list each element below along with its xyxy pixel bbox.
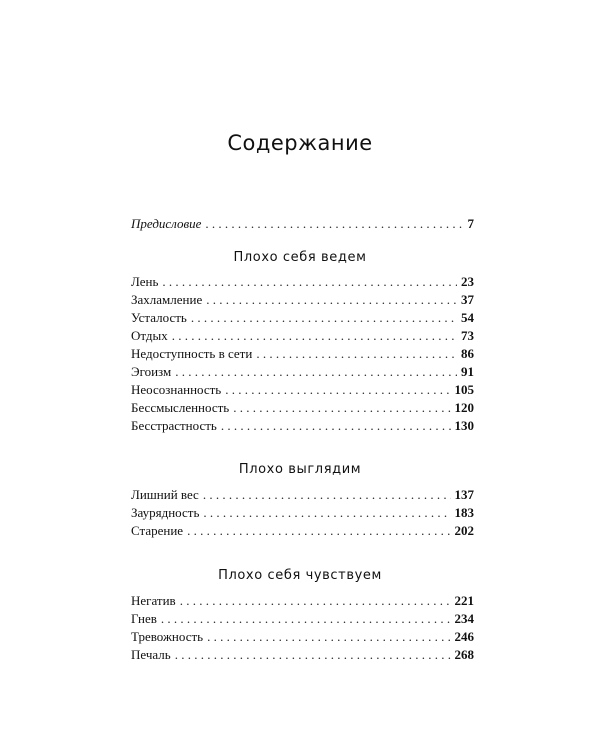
- toc-entry-page: 23: [461, 274, 474, 289]
- toc-entry-page: 183: [454, 505, 474, 520]
- toc-entry-page: 234: [454, 611, 474, 626]
- toc-entry-label: Отдых: [131, 328, 168, 343]
- toc-entry[interactable]: [131, 381, 474, 399]
- dot-leader: [205, 215, 463, 233]
- toc-entry-page: 73: [461, 328, 474, 343]
- toc-entry-page: 37: [461, 292, 474, 307]
- toc-entry-page: 246: [454, 629, 474, 644]
- toc-entry-label: Недоступность в сети: [131, 346, 253, 361]
- toc-entry-label: Захламление: [131, 292, 203, 307]
- toc-entry-label: Усталость: [131, 310, 187, 325]
- toc-entry[interactable]: [131, 646, 474, 664]
- section-heading: Плохо себя ведем: [233, 250, 367, 265]
- toc-entry[interactable]: [131, 417, 474, 435]
- dot-leader: [203, 504, 450, 522]
- toc-entry-page: 105: [454, 382, 474, 397]
- dot-leader: [225, 381, 450, 399]
- toc-entry[interactable]: [131, 504, 474, 522]
- dot-leader: [162, 273, 457, 291]
- dot-leader: [203, 486, 451, 504]
- toc-entry-label: Бессмысленность: [131, 400, 230, 415]
- toc-entry[interactable]: [131, 628, 474, 646]
- toc-entry-label: Печаль: [131, 647, 171, 662]
- toc-entry-preface[interactable]: [131, 215, 474, 233]
- dot-leader: [175, 363, 457, 381]
- toc-entry[interactable]: [131, 273, 474, 291]
- dot-leader: [175, 646, 451, 664]
- toc-entry[interactable]: [131, 291, 474, 309]
- dot-leader: [191, 309, 457, 327]
- toc-entry[interactable]: [131, 610, 474, 628]
- dot-leader: [172, 327, 457, 345]
- section-heading: Плохо выглядим: [238, 462, 362, 477]
- toc-entry-page: 54: [461, 310, 474, 325]
- toc-entry-page: 91: [461, 364, 474, 379]
- dot-leader: [161, 610, 451, 628]
- toc-entry[interactable]: [131, 592, 474, 610]
- toc-entry-label: Тревожность: [131, 629, 204, 644]
- toc-entry[interactable]: [131, 399, 474, 417]
- toc-entry-page: 221: [454, 593, 474, 608]
- section-heading: Плохо себя чувствуем: [218, 568, 382, 583]
- toc-entry-label: Заурядность: [131, 505, 200, 520]
- toc-entry-label: Негатив: [131, 593, 176, 608]
- dot-leader: [180, 592, 451, 610]
- toc-entry[interactable]: [131, 486, 474, 504]
- toc-entry-label: Неосознанность: [131, 382, 222, 397]
- toc-entry-page: 7: [467, 216, 474, 231]
- dot-leader: [207, 628, 450, 646]
- dot-leader: [206, 291, 457, 309]
- toc-entry-label: Гнев: [131, 611, 157, 626]
- toc-entry-label: Бесстрастность: [131, 418, 217, 433]
- toc-entry[interactable]: [131, 327, 474, 345]
- toc-entry-page: 268: [454, 647, 474, 662]
- toc-entry-label: Старение: [131, 523, 184, 538]
- toc-entry-label: Предисловие: [131, 216, 202, 231]
- toc-entry[interactable]: [131, 309, 474, 327]
- dot-leader: [187, 522, 450, 540]
- toc-entry-page: 86: [461, 346, 474, 361]
- dot-leader: [256, 345, 457, 363]
- toc-entry-page: 202: [454, 523, 474, 538]
- toc-entry[interactable]: [131, 522, 474, 540]
- page-title: Содержание: [227, 131, 373, 155]
- toc-entry-page: 137: [454, 487, 474, 502]
- toc-entry-page: 120: [454, 400, 474, 415]
- toc-entry-page: 130: [454, 418, 474, 433]
- toc-entry-label: Лень: [131, 274, 159, 289]
- toc-entry[interactable]: [131, 363, 474, 381]
- toc-entry-label: Лишний вес: [131, 487, 199, 502]
- dot-leader: [221, 417, 451, 435]
- toc-entry[interactable]: [131, 345, 474, 363]
- toc-entry-label: Эгоизм: [131, 364, 172, 379]
- dot-leader: [233, 399, 450, 417]
